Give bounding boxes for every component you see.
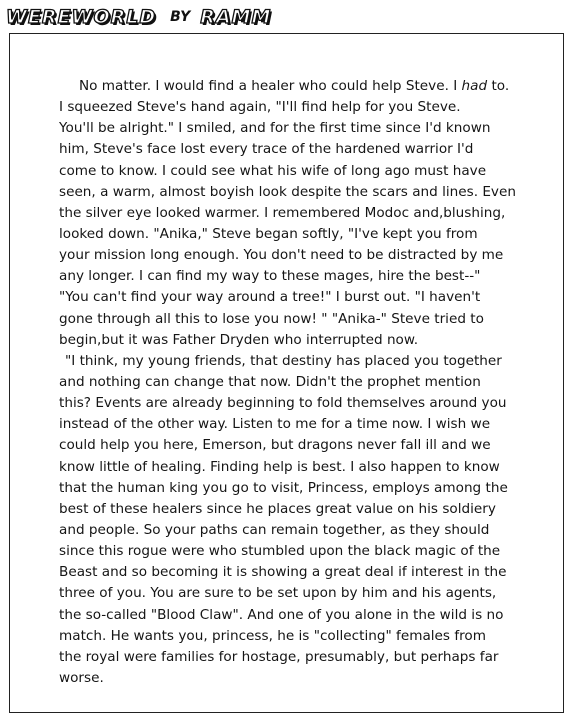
story-line-text: to. bbox=[487, 78, 510, 94]
story-line: instead of the other way. Listen to me for a time now. I wish we bbox=[59, 416, 491, 433]
story-line bbox=[59, 76, 519, 97]
story-line: the so-called "Blood Claw". And one of you alone in the wild is no bbox=[59, 606, 504, 623]
story-line: could help you here, Emerson, but dragons never fall ill and we bbox=[59, 437, 491, 454]
byline: BY bbox=[170, 9, 191, 25]
story-line: your mission long enough. You don't need to be distracted by me bbox=[59, 247, 504, 264]
story-line: know little of healing. Finding help is best. I also happen to know bbox=[59, 458, 500, 475]
story-line: and nothing can change that now. Didn't the prophet mention bbox=[59, 373, 481, 390]
story-line: the royal were families for hostage, presumably, but perhaps far bbox=[59, 648, 499, 665]
story-line: that the human king you go to visit, Princess, employs among the bbox=[59, 479, 508, 496]
story-line: best of these healers since he places great value on his soldiery bbox=[59, 500, 496, 517]
story-line: the silver eye looked warmer. I remembered Modoc and,blushing, bbox=[59, 204, 506, 221]
story-line: looked down. "Anika," Steve began softly, "I've kept you from bbox=[59, 225, 478, 242]
story-line: gone through all this to lose you now! " "Anika-" Steve tried to bbox=[59, 310, 484, 327]
story-line-text: No matter. I would find a healer who could help Steve. I bbox=[79, 78, 462, 94]
story-line: any longer. I can find my way to these mages, hire the best--" bbox=[59, 268, 481, 285]
story-line: and people. So your paths can remain together, as they should bbox=[59, 521, 490, 538]
series-logo: WEREWORLD bbox=[6, 6, 157, 28]
story-line: match. He wants you, princess, he is "collecting" females from bbox=[59, 627, 486, 644]
story-line: come to know. I could see what his wife of long ago must have bbox=[59, 162, 487, 179]
story-line: worse. bbox=[59, 669, 104, 686]
story-line: You'll be alright." I smiled, and for the first time since I'd known bbox=[59, 120, 491, 137]
emphasized-word: had bbox=[461, 78, 488, 94]
story-text bbox=[59, 76, 519, 689]
comic-header bbox=[6, 4, 271, 30]
story-line: "You can't find your way around a tree!" I burst out. "I haven't bbox=[59, 289, 481, 306]
author-logo: RAMM bbox=[200, 6, 272, 28]
story-line: three of you. You are sure to be set upon by him and his agents, bbox=[59, 585, 497, 602]
story-line: Beast and so becoming it is showing a great deal if interest in the bbox=[59, 564, 507, 581]
story-line: since this rogue were who stumbled upon the black magic of the bbox=[59, 543, 501, 560]
story-line: "I think, my young friends, that destiny has placed you together bbox=[65, 352, 502, 369]
story-line: I squeezed Steve's hand again, "I'll find help for you Steve. bbox=[59, 99, 461, 116]
story-line: this? Events are already beginning to fold themselves around you bbox=[59, 395, 507, 412]
story-line: him, Steve's face lost every trace of the hardened warrior I'd bbox=[59, 141, 474, 158]
story-line: seen, a warm, almost boyish look despite the scars and lines. Even bbox=[59, 183, 516, 200]
story-line: begin,but it was Father Dryden who interrupted now. bbox=[59, 331, 419, 348]
